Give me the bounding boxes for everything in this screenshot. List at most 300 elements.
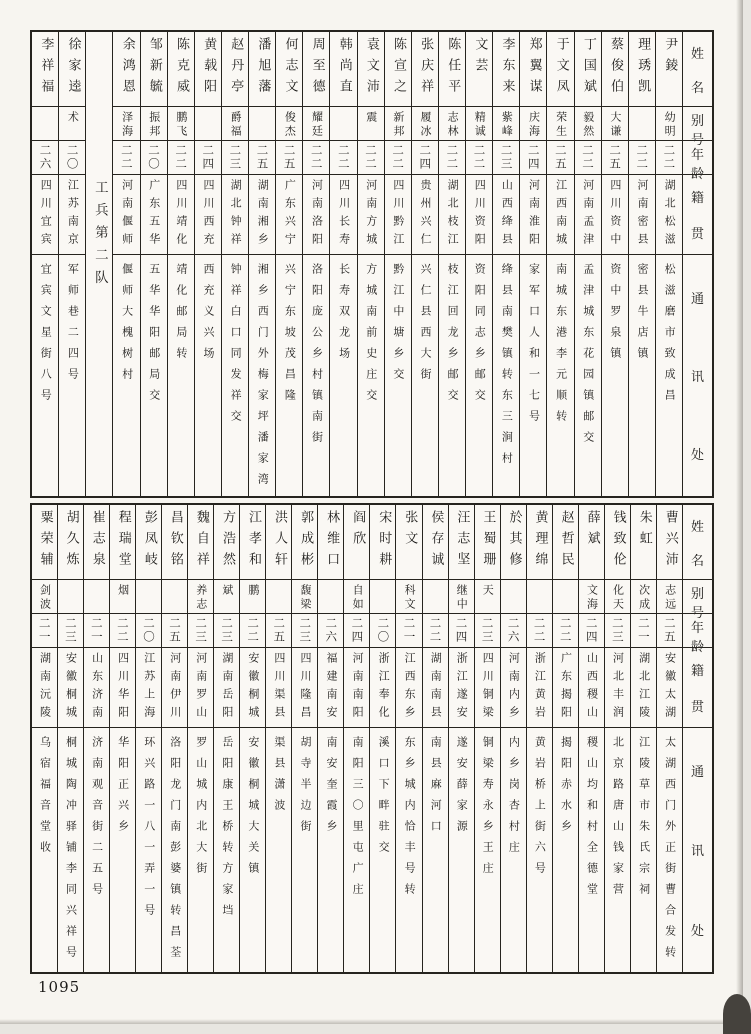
column-header-char: 贯 bbox=[690, 227, 704, 243]
age-cell bbox=[475, 613, 500, 647]
age-cell bbox=[423, 613, 448, 647]
alias-cell bbox=[136, 579, 161, 613]
entry-name: 方浩然 bbox=[219, 510, 235, 573]
name-cell bbox=[553, 505, 578, 579]
entry-alias: 化天 bbox=[611, 584, 625, 612]
entry-age: 二三 bbox=[220, 617, 235, 644]
entry-alias: 紫峰 bbox=[500, 111, 514, 139]
address-cell bbox=[547, 254, 573, 496]
address-cell bbox=[396, 727, 421, 972]
age-cell bbox=[141, 140, 167, 174]
origin-cell bbox=[195, 174, 221, 254]
entry-address: 五华华阳邮局交 bbox=[147, 263, 161, 410]
address-cell bbox=[110, 727, 135, 972]
entry-origin: 湖北松滋 bbox=[663, 179, 677, 251]
entry-origin: 四川华阳 bbox=[116, 652, 130, 724]
name-cell bbox=[276, 32, 302, 106]
entry-origin: 河北丰润 bbox=[611, 652, 625, 724]
entry-origin: 山东济南 bbox=[90, 652, 104, 724]
entry-address: 西充义兴场 bbox=[201, 263, 215, 368]
name-cell bbox=[466, 32, 492, 106]
entry-origin: 四川资阳 bbox=[473, 179, 487, 251]
entry-address: 宜宾文星街八号 bbox=[39, 263, 53, 410]
entry-alias: 庆海 bbox=[527, 111, 541, 139]
address-cell bbox=[501, 727, 526, 972]
entry-age: 二一 bbox=[37, 617, 52, 644]
entry-origin: 四川宜宾 bbox=[39, 179, 53, 251]
entry-origin: 安徽桐城 bbox=[246, 652, 260, 724]
roster-column bbox=[265, 505, 291, 972]
header-column bbox=[682, 32, 712, 496]
age-cell bbox=[385, 140, 411, 174]
entry-address: 偃师大槐树村 bbox=[120, 263, 134, 389]
entry-name: 何志文 bbox=[282, 37, 298, 100]
entry-name: 洪人轩 bbox=[272, 510, 288, 573]
entry-name: 张文 bbox=[402, 510, 418, 552]
entry-address: 洛阳庞公乡村镇南街 bbox=[310, 263, 324, 452]
entry-age: 二二 bbox=[558, 617, 573, 644]
address-cell bbox=[385, 254, 411, 496]
entry-alias: 文海 bbox=[585, 584, 599, 612]
alias-cell bbox=[318, 579, 343, 613]
alias-cell bbox=[605, 579, 630, 613]
entry-age: 二三 bbox=[480, 617, 495, 644]
origin-cell bbox=[439, 174, 465, 254]
entry-address: 绛县南樊镇转东三涧村 bbox=[500, 263, 514, 473]
scan-edge-artifact bbox=[736, 0, 743, 1024]
roster-column bbox=[32, 505, 57, 972]
roster-column bbox=[448, 505, 474, 972]
address-cell bbox=[303, 254, 329, 496]
roster-column bbox=[546, 32, 573, 496]
age-cell bbox=[520, 140, 546, 174]
entry-address: 南阳三〇里屯广庄 bbox=[351, 736, 365, 904]
origin-cell bbox=[629, 174, 655, 254]
origin-cell bbox=[214, 647, 239, 727]
name-cell bbox=[370, 505, 395, 579]
entry-address: 方城南前史庄交 bbox=[364, 263, 378, 410]
name-cell bbox=[136, 505, 161, 579]
origin-cell bbox=[292, 647, 317, 727]
alias-cell bbox=[385, 106, 411, 140]
origin-cell bbox=[32, 174, 58, 254]
name-cell bbox=[222, 32, 248, 106]
entry-alias: 新邦 bbox=[391, 111, 405, 139]
entry-age: 二〇 bbox=[141, 617, 156, 644]
name-cell bbox=[475, 505, 500, 579]
entry-alias: 斌 bbox=[220, 584, 234, 598]
name-cell bbox=[631, 505, 656, 579]
column-header-char: 讯 bbox=[690, 844, 704, 860]
scan-bottom-artifact bbox=[0, 1019, 743, 1024]
address-cell bbox=[266, 727, 291, 972]
entry-name: 陈任平 bbox=[445, 37, 461, 100]
entry-age: 二五 bbox=[272, 617, 287, 644]
column-header-alias bbox=[683, 106, 712, 148]
entry-address: 南县麻河口 bbox=[429, 736, 443, 841]
roster-column bbox=[83, 505, 109, 972]
alias-cell bbox=[466, 106, 492, 140]
entry-alias: 剑波 bbox=[38, 584, 52, 612]
entry-name: 黄载阳 bbox=[201, 37, 217, 100]
alias-cell bbox=[412, 106, 438, 140]
name-cell bbox=[358, 32, 384, 106]
origin-cell bbox=[188, 647, 213, 727]
roster-column bbox=[655, 32, 682, 496]
age-cell bbox=[32, 613, 57, 647]
entry-name: 魏自祥 bbox=[193, 510, 209, 573]
entry-age: 二二 bbox=[246, 617, 261, 644]
origin-cell bbox=[520, 174, 546, 254]
entry-origin: 浙江遂安 bbox=[455, 652, 469, 724]
roster-column bbox=[161, 505, 187, 972]
entry-name: 江孝和 bbox=[246, 510, 261, 573]
origin-cell bbox=[385, 174, 411, 254]
entry-name: 尹錂 bbox=[662, 37, 678, 79]
entry-name: 郑翼谋 bbox=[526, 37, 542, 100]
entry-address: 溪口下畔驻交 bbox=[377, 736, 391, 862]
entry-alias: 次成 bbox=[637, 584, 651, 612]
age-cell bbox=[136, 613, 161, 647]
alias-cell bbox=[370, 579, 395, 613]
entry-origin: 四川长寿 bbox=[337, 179, 351, 251]
address-cell bbox=[423, 727, 448, 972]
column-header-char: 名 bbox=[690, 80, 704, 96]
entry-address: 家军口人和一七号 bbox=[527, 263, 541, 431]
entry-alias: 精诚 bbox=[473, 111, 487, 139]
alias-cell bbox=[168, 106, 194, 140]
entry-name: 朱虹 bbox=[636, 510, 652, 552]
name-cell bbox=[141, 32, 167, 106]
entry-age: 二三 bbox=[298, 617, 313, 644]
address-cell bbox=[249, 254, 275, 496]
entry-age: 二一 bbox=[402, 617, 417, 644]
entry-alias: 鹏 bbox=[246, 584, 260, 598]
origin-cell bbox=[657, 647, 682, 727]
entry-origin: 福建南安 bbox=[325, 652, 339, 724]
column-header-address bbox=[683, 727, 712, 972]
entry-origin: 浙江黄岩 bbox=[533, 652, 547, 724]
entry-name: 粟荣辅 bbox=[37, 510, 53, 573]
entry-alias: 爵福 bbox=[229, 111, 243, 139]
age-cell bbox=[439, 140, 465, 174]
entry-address: 密县牛店镇 bbox=[635, 263, 649, 368]
entry-address: 北京路唐山钱家营 bbox=[611, 736, 625, 904]
name-cell bbox=[575, 32, 601, 106]
origin-cell bbox=[32, 647, 57, 727]
entry-address: 安徽桐城大关镇 bbox=[246, 736, 260, 883]
column-header-char: 年 bbox=[690, 148, 704, 163]
alias-cell bbox=[266, 579, 291, 613]
address-cell bbox=[412, 254, 438, 496]
age-cell bbox=[59, 140, 85, 174]
origin-cell bbox=[605, 647, 630, 727]
age-cell bbox=[292, 613, 317, 647]
entry-name: 汪志坚 bbox=[454, 510, 470, 573]
alias-cell bbox=[501, 579, 526, 613]
column-header-char: 别 bbox=[690, 587, 704, 602]
entry-address: 江陵草市朱氏宗祠 bbox=[637, 736, 651, 904]
alias-cell bbox=[32, 579, 57, 613]
entry-name: 陈宣之 bbox=[390, 37, 406, 100]
entry-name: 于文凤 bbox=[553, 37, 569, 100]
entry-alias: 烟 bbox=[116, 584, 130, 598]
age-cell bbox=[527, 613, 552, 647]
alias-cell bbox=[547, 106, 573, 140]
entry-alias: 大谦 bbox=[608, 111, 622, 139]
entry-age: 二五 bbox=[255, 144, 270, 171]
name-cell bbox=[493, 32, 519, 106]
entry-name: 袁文沛 bbox=[363, 37, 379, 100]
alias-cell bbox=[195, 106, 221, 140]
origin-cell bbox=[266, 647, 291, 727]
age-cell bbox=[657, 613, 682, 647]
name-cell bbox=[602, 32, 628, 106]
alias-cell bbox=[579, 579, 604, 613]
roster-column bbox=[395, 505, 421, 972]
entry-age: 二二 bbox=[309, 144, 324, 171]
column-header-origin bbox=[683, 647, 712, 727]
section-column bbox=[85, 32, 112, 496]
origin-cell bbox=[344, 647, 369, 727]
roster-column bbox=[422, 505, 448, 972]
name-cell bbox=[249, 32, 275, 106]
roster-column bbox=[465, 32, 492, 496]
alias-cell bbox=[59, 106, 85, 140]
address-cell bbox=[113, 254, 139, 496]
entry-address: 胡寺半边街 bbox=[298, 736, 312, 841]
age-cell bbox=[547, 140, 573, 174]
age-cell bbox=[58, 613, 83, 647]
entry-origin: 湖北钟祥 bbox=[229, 179, 243, 251]
entry-address: 军师巷二四号 bbox=[66, 263, 80, 389]
age-cell bbox=[276, 140, 302, 174]
alias-cell bbox=[423, 579, 448, 613]
origin-cell bbox=[222, 174, 248, 254]
name-cell bbox=[32, 32, 58, 106]
alias-cell bbox=[330, 106, 356, 140]
column-header-char: 通 bbox=[690, 765, 704, 781]
address-cell bbox=[527, 727, 552, 972]
address-cell bbox=[602, 254, 628, 496]
origin-cell bbox=[602, 174, 628, 254]
alias-cell bbox=[553, 579, 578, 613]
entry-age: 二二 bbox=[532, 617, 547, 644]
roster-column bbox=[112, 32, 139, 496]
age-cell bbox=[214, 613, 239, 647]
entry-alias: 志远 bbox=[663, 584, 677, 612]
entry-name: 赵丹亭 bbox=[228, 37, 244, 100]
address-cell bbox=[330, 254, 356, 496]
address-cell bbox=[318, 727, 343, 972]
address-cell bbox=[32, 254, 58, 496]
age-cell bbox=[493, 140, 519, 174]
address-cell bbox=[214, 727, 239, 972]
entry-origin: 河南罗山 bbox=[194, 652, 208, 724]
age-cell bbox=[188, 613, 213, 647]
roster-column bbox=[369, 505, 395, 972]
entry-origin: 浙江奉化 bbox=[377, 652, 391, 724]
name-cell bbox=[110, 505, 135, 579]
origin-cell bbox=[110, 647, 135, 727]
name-cell bbox=[412, 32, 438, 106]
roster-column bbox=[317, 505, 343, 972]
origin-cell bbox=[249, 174, 275, 254]
origin-cell bbox=[449, 647, 474, 727]
entry-age: 二三 bbox=[499, 144, 514, 171]
address-cell bbox=[222, 254, 248, 496]
entry-origin: 湖南南县 bbox=[429, 652, 443, 724]
address-cell bbox=[240, 727, 265, 972]
entry-alias: 术 bbox=[66, 111, 80, 125]
roster-column bbox=[32, 32, 58, 496]
roster-column bbox=[140, 32, 167, 496]
address-cell bbox=[195, 254, 221, 496]
entry-alias: 科文 bbox=[403, 584, 417, 612]
entry-address: 黄岩桥上街六号 bbox=[533, 736, 547, 883]
address-cell bbox=[344, 727, 369, 972]
name-cell bbox=[439, 32, 465, 106]
address-cell bbox=[656, 254, 682, 496]
entry-alias: 荣生 bbox=[554, 111, 568, 139]
name-cell bbox=[59, 32, 85, 106]
entry-age: 二二 bbox=[635, 144, 650, 171]
entry-name: 阎欣 bbox=[350, 510, 366, 552]
entry-alias: 志林 bbox=[446, 111, 460, 139]
alias-cell bbox=[657, 579, 682, 613]
entry-age: 二五 bbox=[168, 617, 183, 644]
entry-alias: 履冰 bbox=[418, 111, 432, 139]
entry-name: 陈克威 bbox=[173, 37, 189, 100]
roster-column bbox=[411, 32, 438, 496]
entry-alias: 养志 bbox=[194, 584, 208, 612]
name-cell bbox=[266, 505, 291, 579]
alias-cell bbox=[32, 106, 58, 140]
entry-age: 二二 bbox=[174, 144, 189, 171]
address-cell bbox=[58, 727, 83, 972]
name-cell bbox=[520, 32, 546, 106]
age-cell bbox=[501, 613, 526, 647]
entry-address: 长寿双龙场 bbox=[337, 263, 351, 368]
entry-alias: 振邦 bbox=[147, 111, 161, 139]
roster-column bbox=[628, 32, 655, 496]
origin-cell bbox=[466, 174, 492, 254]
entry-origin: 广东揭阳 bbox=[559, 652, 573, 724]
roster-column bbox=[519, 32, 546, 496]
name-cell bbox=[501, 505, 526, 579]
name-cell bbox=[162, 505, 187, 579]
entry-alias: 震 bbox=[364, 111, 378, 125]
entry-name: 彭凤岐 bbox=[141, 510, 157, 573]
entry-address: 太湖西门外正街曹合发转 bbox=[663, 736, 677, 967]
column-header-char: 讯 bbox=[690, 369, 704, 385]
name-cell bbox=[188, 505, 213, 579]
entry-origin: 河南内乡 bbox=[507, 652, 521, 724]
entry-age: 二二 bbox=[662, 144, 677, 171]
section-label: 工兵第二队 bbox=[91, 180, 108, 293]
entry-alias: 天 bbox=[481, 584, 495, 598]
column-header-char: 号 bbox=[690, 133, 704, 148]
entry-alias: 耀廷 bbox=[310, 111, 324, 139]
entry-address: 孟津城东花园镇邮交 bbox=[581, 263, 595, 452]
column-header-char: 龄 bbox=[690, 640, 704, 655]
age-cell bbox=[32, 140, 58, 174]
origin-cell bbox=[136, 647, 161, 727]
entry-age: 二二 bbox=[119, 144, 134, 171]
roster-table-top bbox=[30, 30, 714, 498]
address-cell bbox=[59, 254, 85, 496]
alias-cell bbox=[656, 106, 682, 140]
age-cell bbox=[303, 140, 329, 174]
column-header-char: 处 bbox=[690, 923, 704, 939]
entry-age: 二〇 bbox=[65, 144, 80, 171]
entry-origin: 湖南湘乡 bbox=[256, 179, 270, 251]
name-cell bbox=[629, 32, 655, 106]
alias-cell bbox=[520, 106, 546, 140]
entry-name: 赵哲民 bbox=[558, 510, 574, 573]
entry-age: 二三 bbox=[610, 617, 625, 644]
name-cell bbox=[547, 32, 573, 106]
entry-origin: 山西稷山 bbox=[585, 652, 599, 724]
entry-name: 理琇凯 bbox=[635, 37, 651, 100]
address-cell bbox=[520, 254, 546, 496]
origin-cell bbox=[84, 647, 109, 727]
entry-name: 李东来 bbox=[499, 37, 515, 100]
entry-origin: 河南密县 bbox=[635, 179, 649, 251]
entry-age: 二五 bbox=[282, 144, 297, 171]
entry-age: 二五 bbox=[553, 144, 568, 171]
age-cell bbox=[629, 140, 655, 174]
name-cell bbox=[292, 505, 317, 579]
alias-cell bbox=[303, 106, 329, 140]
entry-age: 二二 bbox=[581, 144, 595, 171]
entry-address: 洛阳龙门南彭婆镇转昌荃 bbox=[168, 736, 182, 967]
roster-column bbox=[58, 32, 85, 496]
roster-column bbox=[601, 32, 628, 496]
age-cell bbox=[370, 613, 395, 647]
roster-column bbox=[194, 32, 221, 496]
origin-cell bbox=[370, 647, 395, 727]
roster-column bbox=[109, 505, 135, 972]
origin-cell bbox=[631, 647, 656, 727]
entry-name: 曹兴沛 bbox=[662, 510, 678, 573]
entry-name: 邹新毓 bbox=[146, 37, 162, 100]
column-header-char: 号 bbox=[690, 606, 704, 621]
entry-age: 二四 bbox=[584, 617, 599, 644]
entry-name: 於其修 bbox=[506, 510, 522, 573]
entry-alias: 幼明 bbox=[663, 111, 677, 139]
entry-alias: 泽海 bbox=[120, 111, 134, 139]
age-cell bbox=[84, 613, 109, 647]
origin-cell bbox=[113, 174, 139, 254]
alias-cell bbox=[222, 106, 248, 140]
name-cell bbox=[605, 505, 630, 579]
roster-column bbox=[630, 505, 656, 972]
age-cell bbox=[168, 140, 194, 174]
roster-column bbox=[239, 505, 265, 972]
age-cell bbox=[222, 140, 248, 174]
address-cell bbox=[466, 254, 492, 496]
age-cell bbox=[602, 140, 628, 174]
name-cell bbox=[656, 32, 682, 106]
page-number: 1095 bbox=[38, 978, 81, 996]
entry-address: 资阳同志乡邮交 bbox=[473, 263, 487, 410]
age-cell bbox=[330, 140, 356, 174]
entry-alias: 俊杰 bbox=[283, 111, 297, 139]
entry-address: 南城东港李元顺转 bbox=[554, 263, 568, 431]
roster-column bbox=[574, 32, 601, 496]
entry-address: 兴仁县西大街 bbox=[418, 263, 432, 389]
